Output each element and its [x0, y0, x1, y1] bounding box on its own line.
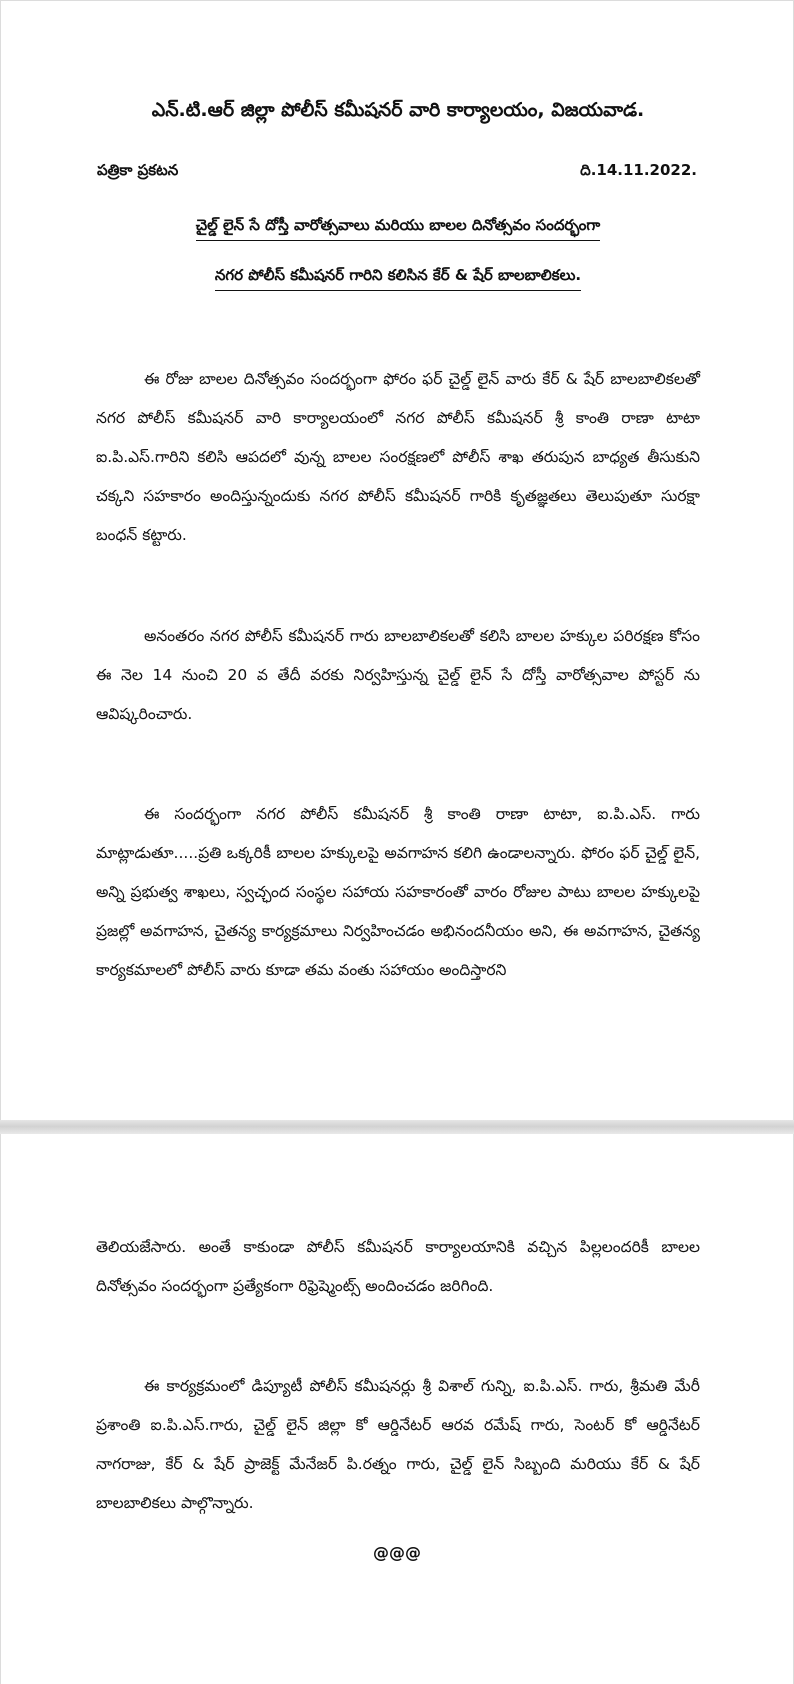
body-paragraph-5: ఈ కార్యక్రమంలో డిప్యూటీ పోలీస్ కమీషనర్లు శ్రీ విశాల్ గున్ని, ఐ.పి.ఎస్. గారు, శ్రీమతి మేరీ ప్రశాంతి ఐ.పి.ఎస్.గారు, చైల్డ్ లైన్ జిల్లా కో ఆర్డినేటర్ ఆరవ రమేష్ గారు, సెంటర్ కో ఆర్డినేటర్ నాగరాజు, కేర్ & షేర్ ప్రాజెక్ట్ మేనేజర్ పి.రత్నం గారు, చైల్డ్ లైన్ సిబ్బంది మరియు కేర్ & షేర్ బాలబాలికలు పాల్గొన్నారు.	[96, 1377, 700, 1512]
press-release-label: పత్రికా ప్రకటన	[97, 161, 179, 179]
headline-line-1	[1, 216, 794, 238]
release-date: ది.14.11.2022.	[580, 161, 697, 179]
headline-line-2	[1, 266, 794, 288]
body-paragraph-1: ఈ రోజు బాలల దినోత్సవం సందర్భంగా ఫోరం ఫర్ చైల్డ్ లైన్ వారు కేర్ & షేర్ బాలబాలికలతో నగర పోలీస్ కమీషనర్ వారి కార్యాలయంలో నగర పోలీస్ కమీషనర్ శ్రీ కాంతి రాణా టాటా ఐ.పి.ఎస్.గారిని కలిసి ఆపదలో వున్న బాలల సంరక్షణలో పోలీస్ శాఖ తరుపున బాధ్యత తీసుకుని చక్కని సహకారం అందిస్తున్నందుకు నగర పోలీస్ కమీషనర్ గారికి కృతజ్ఞతలు తెలుపుతూ సురక్షా బంధన్ కట్టారు.	[96, 370, 700, 544]
meta-row	[97, 161, 697, 183]
headline-line-1-text: చైల్డ్ లైన్ సే దోస్తీ వారోత్సవాలు మరియు బాలల దినోత్సవం సందర్భంగా	[196, 216, 600, 241]
page-separator	[0, 1120, 794, 1134]
headline-line-2-text: నగర పోలీస్ కమీషనర్ గారిని కలిసిన కేర్ & షేర్ బాలబాలికలు.	[215, 266, 581, 291]
body-paragraph-3: ఈ సందర్భంగా నగర పోలీస్ కమీషనర్ శ్రీ కాంతి రాణా టాటా, ఐ.పి.ఎస్. గారు మాట్లాడుతూ.....ప్రతి ఒక్కరికీ బాలల హక్కులపై అవగాహన కలిగి ఉండాలన్నారు. ఫోరం ఫర్ చైల్డ్ లైన్, అన్ని ప్రభుత్వ శాఖలు, స్వచ్ఛంద సంస్థల సహాయ సహకారంతో వారం రోజుల పాటు బాలల హక్కులపై ప్రజల్లో అవగాహన, చైతన్య కార్యక్రమాలు నిర్వహించడం అభినందనీయం అని, ఈ అవగాహన, చైతన్య కార్యకమాలలో పోలీస్ వారు కూడా తమ వంతు సహాయం అందిస్తారని	[96, 805, 700, 979]
office-title: ఎన్.టి.ఆర్ జిల్లా పోలీస్ కమీషనర్ వారి కార్యాలయం, విజయవాడ.	[151, 99, 645, 121]
body-paragraph-4: తెలియజేసారు. అంతే కాకుండా పోలీస్ కమీషనర్ కార్యాలయానికి వచ్చిన పిల్లలందరికీ బాలల దినోత్సవం సందర్భంగా ప్రత్యేకంగా రిఫ్రెష్మెంట్స్ అందించడం జరిగింది.	[96, 1238, 700, 1295]
closing-mark: @@@	[373, 1543, 421, 1562]
body-paragraph-2: అనంతరం నగర పోలీస్ కమీషనర్ గారు బాలబాలికలతో కలిసి బాలల హక్కుల పరిరక్షణ కోసం ఈ నెల 14 నుంచి 20 వ తేదీ వరకు నిర్వహిస్తున్న చైల్డ్ లైన్ సే దోస్తీ వారోత్సవాల పోస్టర్ ను ఆవిష్కరించారు.	[96, 627, 700, 723]
